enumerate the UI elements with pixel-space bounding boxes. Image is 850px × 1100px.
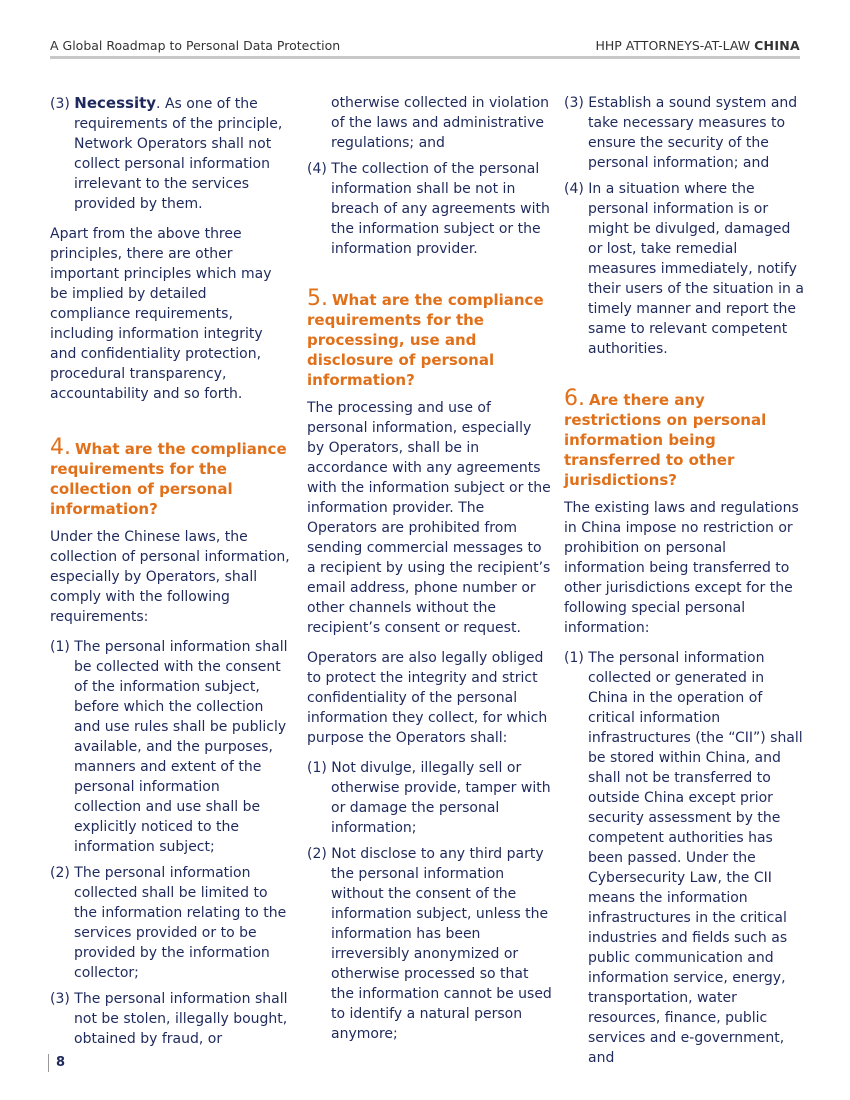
- list-text: The personal information collected or generated in China in the operation of critical information infrastructures (the “CII”) shall be stored within China, and shall not be transferred to outside China except prior security assessment by the competent authorities has been passed. Under the Cybersecurity Law, the CII means the information infrastructures in the critical industries and fields such as public communication and information service, energy, transportation, water resources, finance, public services and e-government, and: [588, 650, 803, 1066]
- heading-number: 5.: [307, 286, 328, 311]
- list-number: (4): [564, 181, 584, 197]
- paragraph: Apart from the above three principles, there are other important principles which may be implied by detailed compliance requirements, including information integrity and confidentiality protection, procedural transparency, accountability and so forth.: [50, 226, 272, 402]
- paragraph: The existing laws and regulations in China impose no restriction or prohibition on personal information being transferred to other jurisdictions except for the following special personal information:: [564, 500, 799, 636]
- column-3: [564, 93, 804, 1074]
- paragraph: Under the Chinese laws, the collection of personal information, especially by Operators, shall comply with the following requirements:: [50, 529, 290, 625]
- column-1: [50, 93, 290, 1055]
- list-item: [50, 863, 290, 983]
- list-number: (1): [50, 639, 70, 655]
- list-number: (2): [50, 865, 70, 881]
- list-number: (3): [564, 95, 584, 111]
- running-header: [50, 36, 800, 58]
- header-rule: [50, 56, 800, 59]
- heading-text: Are there any restrictions on personal information being transferred to other jurisdictions?: [564, 391, 767, 489]
- list-item: [307, 758, 552, 838]
- list-text: The collection of the personal information shall be not in breach of any agreements with the information subject or the information provider.: [331, 161, 550, 257]
- list-item: [564, 93, 804, 173]
- list-number: (4): [307, 161, 327, 177]
- list-item: [564, 179, 804, 359]
- list-text: Not disclose to any third party the personal information without the consent of the information subject, unless the information has been irreversibly anonymized or otherwise processed so that the information cannot be used to identify a natural person anymore;: [331, 846, 552, 1042]
- list-item: [50, 989, 290, 1049]
- header-country: CHINA: [754, 38, 800, 53]
- section-heading-5: [307, 286, 552, 390]
- list-text: The personal information collected shall be limited to the information relating to the services provided or to be provided by the information collector;: [74, 865, 287, 981]
- list-text: Establish a sound system and take necessary measures to ensure the security of the personal information; and: [588, 95, 798, 171]
- list-number: (1): [307, 760, 327, 776]
- list-number: (3): [50, 96, 70, 112]
- list-text: Not divulge, illegally sell or otherwise provide, tamper with or damage the personal information;: [331, 760, 551, 836]
- list-item: [50, 93, 290, 214]
- list-item: [564, 648, 804, 1068]
- list-text: The personal information shall not be stolen, illegally bought, obtained by fraud, or: [74, 991, 288, 1047]
- column-2: [307, 93, 552, 1050]
- heading-text: What are the compliance requirements for the processing, use and disclosure of personal information?: [307, 291, 544, 389]
- list-text: The personal information shall be collected with the consent of the information subject, before which the collection and use rules shall be publicly available, and the purposes, manners and extent of the personal information collection and use shall be explicitly noticed to the information subject;: [74, 639, 288, 855]
- heading-text: What are the compliance requirements for the collection of personal information?: [50, 440, 287, 518]
- list-item: [307, 844, 552, 1044]
- list-item: [50, 637, 290, 857]
- heading-number: 4.: [50, 435, 71, 460]
- list-item: [307, 159, 552, 259]
- section-heading-6: [564, 386, 804, 490]
- list-number: (2): [307, 846, 327, 862]
- section-heading-4: [50, 435, 290, 519]
- header-firm: [596, 38, 801, 53]
- list-text: . As one of the requirements of the principle, Network Operators shall not collect personal information irrelevant to the services provided by them.: [74, 96, 283, 212]
- footer-rule: [48, 1054, 49, 1072]
- list-text: In a situation where the personal information is or might be divulged, damaged or lost, take remedial measures immediately, notify their users of the situation in a timely manner and report the same to relevant competent authorities.: [588, 181, 804, 357]
- page-number: 8: [56, 1055, 66, 1070]
- list-number: (1): [564, 650, 584, 666]
- list-continuation: otherwise collected in violation of the laws and administrative regulations; and: [331, 95, 550, 151]
- paragraph: The processing and use of personal information, especially by Operators, shall be in accordance with any agreements with the information subject or the information provider. The Operators are prohibited from sending commercial messages to a recipient by using the recipient’s email address, phone number or other channels without the recipient’s consent or request.: [307, 400, 551, 636]
- header-title: A Global Roadmap to Personal Data Protection: [50, 38, 341, 53]
- heading-number: 6.: [564, 386, 585, 411]
- principle-term: Necessity: [74, 94, 157, 112]
- paragraph: Operators are also legally obliged to protect the integrity and strict confidentiality of the personal information they collect, for which purpose the Operators shall:: [307, 650, 548, 746]
- list-number: (3): [50, 991, 70, 1007]
- header-firm-name: HHP ATTORNEYS-AT-LAW: [595, 38, 751, 53]
